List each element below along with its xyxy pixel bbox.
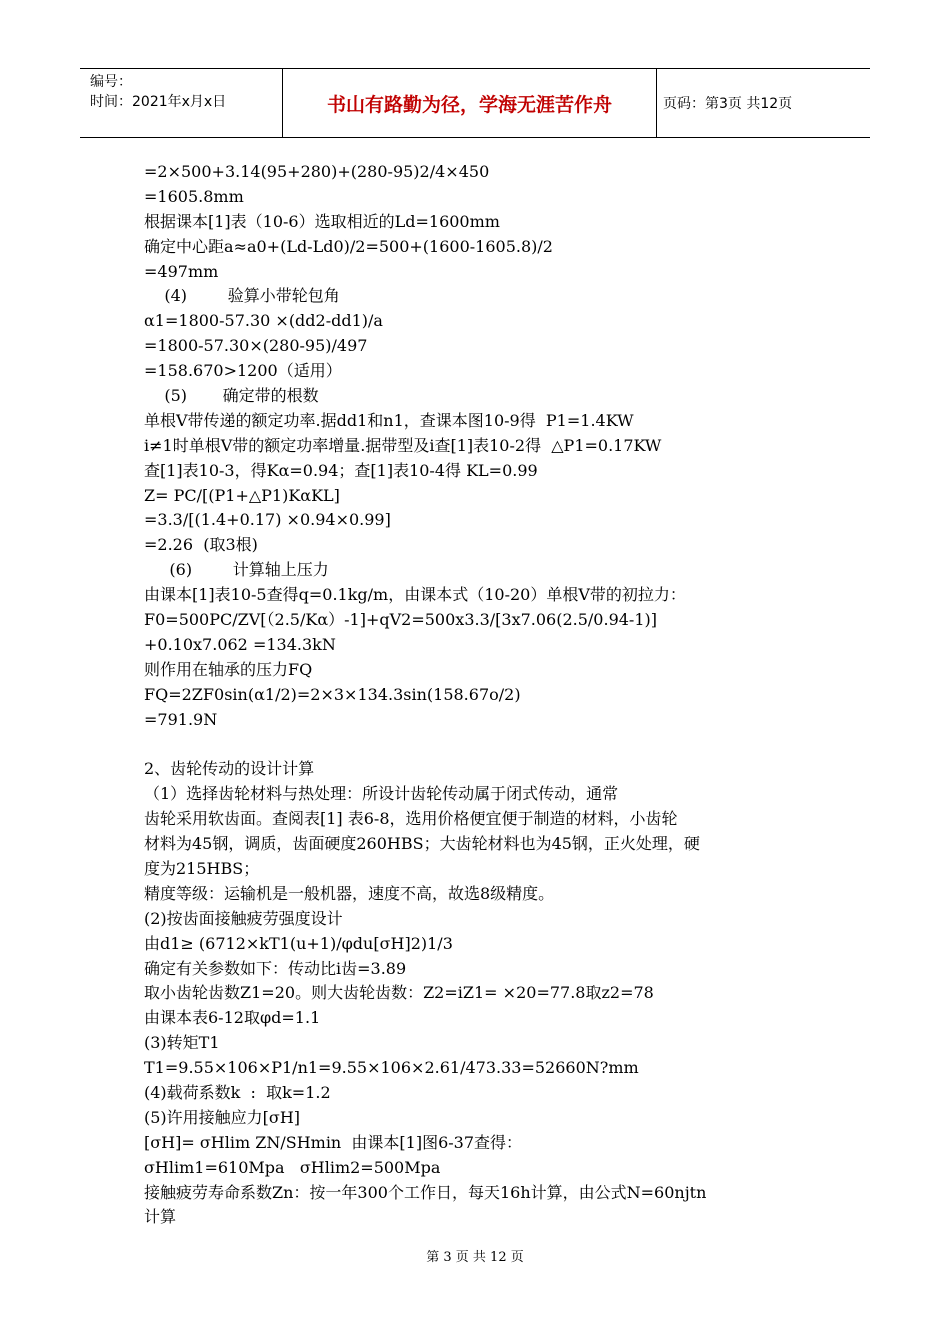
text-line: =1800-57.30×(280-95)/497 <box>144 336 368 356</box>
text-line: 度为215HBS； <box>144 858 260 878</box>
text-line: 确定中心距a≈a0+(Ld-Ld0)/2=500+(1600-1605.8)/2 <box>144 236 553 256</box>
text-line: =497mm <box>144 261 219 281</box>
header-motto: 书山有路勤为径，学海无涯苦作舟 <box>283 69 657 137</box>
text-line: 查[1]表10-3，得Kα=0.94；查[1]表10-4得 KL=0.99 <box>144 460 538 480</box>
text-line: (4)载荷系数k : 取k=1.2 <box>144 1082 331 1102</box>
page-footer: 第 3 页 共 12 页 <box>426 1250 524 1265</box>
text-line: =158.670>1200（适用） <box>144 361 342 381</box>
text-line: (4) 验算小带轮包角 <box>144 286 340 306</box>
text-line: (6) 计算轴上压力 <box>144 560 329 580</box>
text-line: F0=500PC/ZV[（2.5/Kα）-1]+qV2=500x3.3/[3x7.06(2.5/0.94-1)] <box>144 610 657 630</box>
text-line: α1=1800-57.30 ×(dd2-dd1)/a <box>144 311 383 331</box>
text-line: (2)按齿面接触疲劳强度设计 <box>144 908 343 928</box>
text-line: 由d1≥ (6712×kT1(u+1)/φdu[σH]2)1/3 <box>144 933 453 953</box>
text-line: =2×500+3.14(95+280)+(280-95)2/4×450 <box>144 162 490 181</box>
text-line: +0.10x7.062 =134.3kN <box>144 634 336 654</box>
page-header <box>80 68 870 138</box>
number-label: 编号： <box>90 74 132 90</box>
header-page-info: 页码：第3页 共12页 <box>663 96 793 112</box>
text-line: (3)转矩T1 <box>144 1033 220 1053</box>
text-line: σHlim1=610Mpa σHlim2=500Mpa <box>144 1157 441 1177</box>
text-line: 由课本表6-12取φd=1.1 <box>144 1008 321 1028</box>
text-line: （1）选择齿轮材料与热处理：所设计齿轮传动属于闭式传动，通常 <box>144 784 619 804</box>
text-line: 取小齿轮齿数Z1=20。则大齿轮齿数：Z2=iZ1= ×20=77.8取z2=78 <box>144 983 654 1003</box>
date-label: 时间：2021年x月x日 <box>90 94 227 110</box>
text-line: (5)许用接触应力[σH] <box>144 1107 301 1127</box>
text-line: =3.3/[(1.4+0.17) ×0.94×0.99] <box>144 510 391 530</box>
text-line: i≠1时单根V带的额定功率增量.据带型及i查[1]表10-2得 △P1=0.17KW <box>144 435 662 455</box>
text-line: 则作用在轴承的压力FQ <box>144 659 313 679</box>
text-line: FQ=2ZF0sin(α1/2)=2×3×134.3sin(158.67o/2) <box>144 684 521 704</box>
text-line <box>144 732 814 757</box>
text-line: =1605.8mm <box>144 186 244 206</box>
text-line: 2、齿轮传动的设计计算 <box>144 759 315 779</box>
text-line: 材料为45钢，调质，齿面硬度260HBS；大齿轮材料也为45钢，正火处理，硬 <box>144 834 700 854</box>
header-meta <box>80 69 283 137</box>
text-line: 根据课本[1]表（10-6）选取相近的Ld=1600mm <box>144 211 500 231</box>
text-line: (5) 确定带的根数 <box>144 386 319 406</box>
text-line: 接触疲劳寿命系数Zn：按一年300个工作日，每天16h计算，由公式N=60njtn <box>144 1182 707 1202</box>
text-line: 由课本[1]表10-5查得q=0.1kg/m，由课本式（10-20）单根V带的初拉力： <box>144 585 686 605</box>
text-line: 单根V带传递的额定功率.据dd1和n1，查课本图10-9得 P1=1.4KW <box>144 410 634 430</box>
text-line: =791.9N <box>144 709 218 729</box>
text-line: 确定有关参数如下：传动比i齿=3.89 <box>144 958 407 978</box>
document-body <box>144 160 814 1230</box>
text-line: T1=9.55×106×P1/n1=9.55×106×2.61/473.33=52660N?mm <box>144 1058 639 1078</box>
text-line: Z= PC/[(P1+△P1)KαKL] <box>144 485 340 505</box>
text-line: 精度等级：运输机是一般机器，速度不高，故选8级精度。 <box>144 883 555 903</box>
text-line: 计算 <box>144 1207 177 1227</box>
text-line: [σH]= σHlim ZN/SHmin 由课本[1]图6-37查得： <box>144 1132 523 1152</box>
text-line: 齿轮采用软齿面。查阅表[1] 表6-8，选用价格便宜便于制造的材料，小齿轮 <box>144 809 678 829</box>
text-line: =2.26 (取3根) <box>144 535 258 555</box>
